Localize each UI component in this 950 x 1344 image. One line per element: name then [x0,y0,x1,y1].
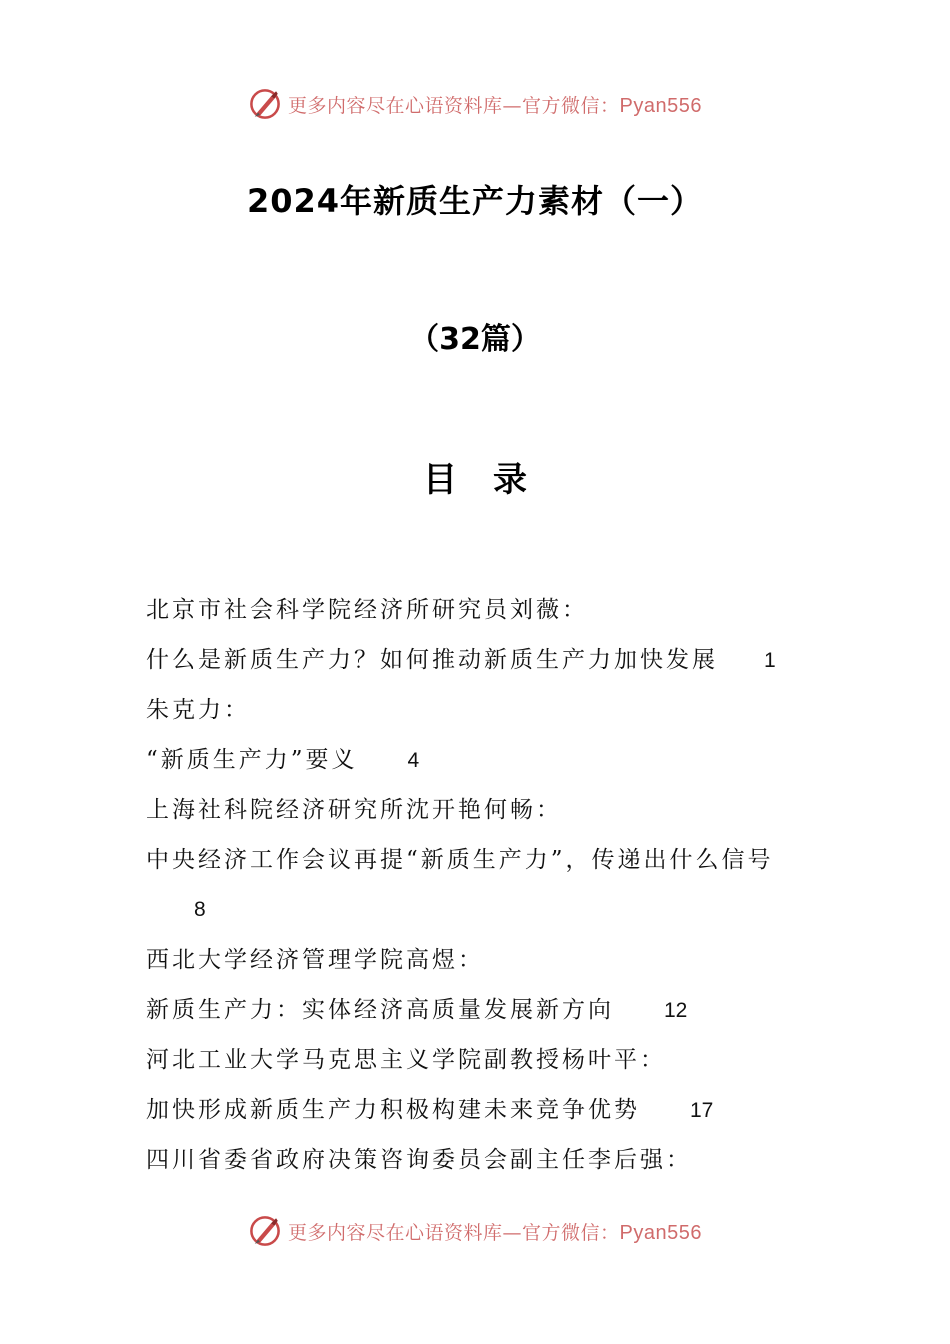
toc-entry[interactable]: 什么是新质生产力？如何推动新质生产力加快发展 1 [146,647,776,673]
toc-author-line[interactable]: 四川省委省政府决策咨询委员会副主任李后强： [146,1147,692,1173]
toc-author-line[interactable]: 河北工业大学马克思主义学院副教授杨叶平： [146,1047,666,1073]
toc-page-number: 17 [690,1099,714,1122]
toc-page-number: 4 [407,749,420,772]
toc-author-line[interactable]: 北京市社会科学院经济所研究员刘薇： [146,597,588,623]
document-title: 2024年新质生产力素材（一） [246,182,704,220]
toc-entry[interactable]: “新质生产力”要义 4 [146,747,420,773]
toc-page-number: 12 [664,999,688,1022]
toc-author-line[interactable]: 朱克力： [146,697,250,723]
watermark-text: 更多内容尽在心语资料库—官方微信：Pyan556 [288,94,702,117]
pen-circle-logo-icon [248,1214,282,1248]
table-of-contents [146,585,826,1185]
pen-circle-logo-icon [248,87,282,121]
toc-author-line[interactable]: 上海社科院经济研究所沈开艳何畅： [146,797,562,823]
footer-watermark [0,1209,950,1253]
toc-entry[interactable]: 加快形成新质生产力积极构建未来竞争优势 17 [146,1097,714,1123]
toc-entry[interactable]: 新质生产力：实体经济高质量发展新方向 12 [146,997,688,1023]
toc-entry[interactable]: 中央经济工作会议再提“新质生产力”，传递出什么信号 [146,847,774,873]
watermark-text: 更多内容尽在心语资料库—官方微信：Pyan556 [288,1221,702,1244]
toc-heading: 目录 [423,460,563,500]
toc-page-number: 1 [764,649,776,672]
header-watermark [0,82,950,126]
toc-page-number: 8 [194,898,206,921]
document-subtitle: （32篇） [409,322,541,357]
toc-author-line[interactable]: 西北大学经济管理学院高煜： [146,947,484,973]
header-watermark-content [248,87,702,121]
footer-watermark-content [248,1214,702,1248]
